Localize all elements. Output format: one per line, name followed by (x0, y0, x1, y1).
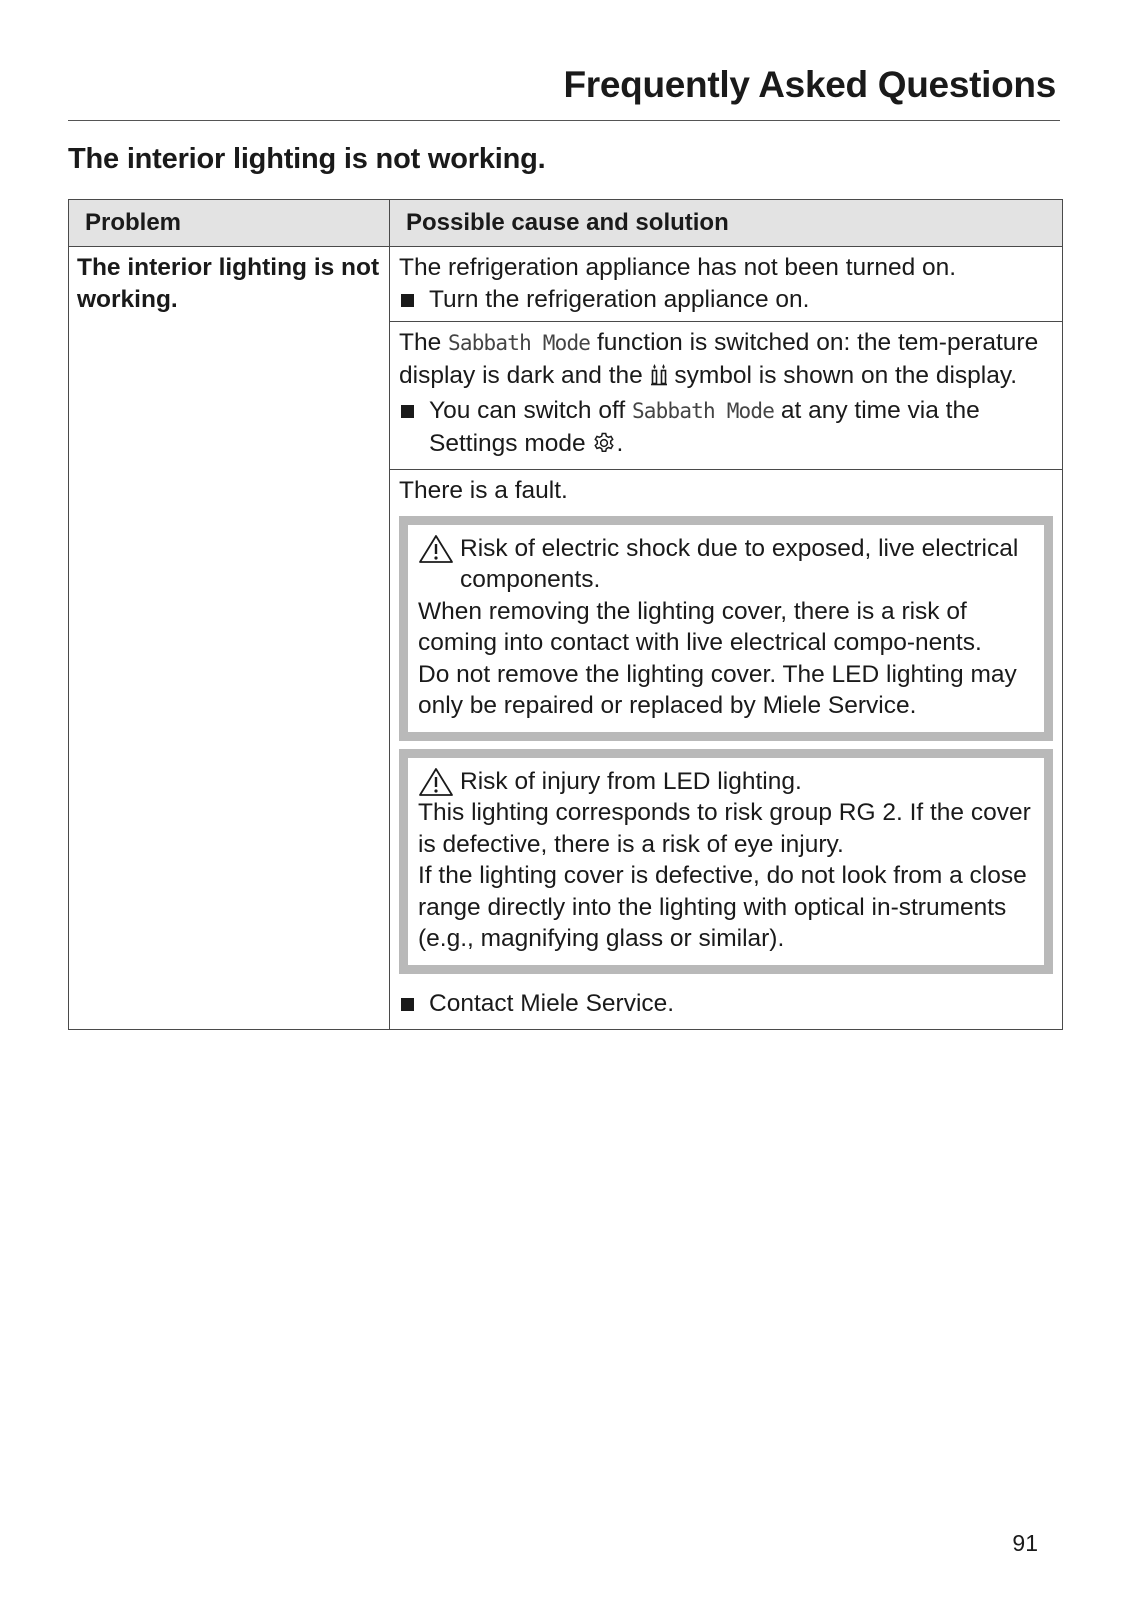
solution-step: You can switch off Sabbath Mode at any time via the Settings mode . (399, 395, 1052, 463)
warning-title: Risk of injury from LED lighting. (418, 766, 1034, 798)
square-bullet-icon (401, 998, 414, 1011)
cause-text: The Sabbath Mode function is switched on: the tem-perature display is dark and the symbol is shown on the display. (399, 327, 1052, 395)
solution-step-text: Turn the refrigeration appliance on. (429, 285, 810, 313)
solution-step (399, 988, 1052, 1020)
page-title: Frequently Asked Questions (563, 64, 1056, 105)
warning-box-led-injury (399, 749, 1053, 974)
cause-text: There is a fault. (399, 477, 568, 504)
cause-text: The refrigeration appliance has not been turned on. (399, 254, 957, 281)
settings-gear-icon (592, 431, 616, 464)
page-number: 91 (1012, 1530, 1038, 1556)
warning-box-electric-shock (399, 516, 1053, 741)
square-bullet-icon (401, 294, 414, 307)
cause-cell-not-turned-on (390, 247, 1063, 322)
sabbath-mode-label: Sabbath Mode (631, 399, 775, 423)
section-title: The interior lighting is not working. (68, 143, 546, 175)
table-header-row (69, 200, 1063, 247)
warning-triangle-icon (418, 766, 460, 797)
column-header-cause: Possible cause and solution (390, 200, 1063, 247)
warning-text: This lighting corresponds to risk group RG 2. If the cover is defective, there is a risk of eye injury. (418, 799, 1031, 858)
sabbath-candles-icon (650, 363, 668, 396)
solution-step-text: Contact Miele Service. (429, 989, 675, 1017)
column-header-problem: Problem (69, 200, 390, 247)
warning-triangle-icon (418, 533, 460, 564)
faq-table (68, 199, 1063, 1030)
page-header (68, 62, 1060, 121)
sabbath-mode-label: Sabbath Mode (448, 331, 591, 355)
warning-text: Do not remove the lighting cover. The LED lighting may only be repaired or replaced by Miele Service. (418, 660, 1017, 719)
warning-title: Risk of electric shock due to exposed, live electrical components. (418, 533, 1034, 596)
cause-cell-sabbath-mode (390, 322, 1063, 470)
table-row (69, 247, 1063, 322)
problem-cell (69, 247, 390, 1030)
cause-cell-fault (390, 470, 1063, 1030)
warning-text: When removing the lighting cover, there is a risk of coming into contact with live electrical compo-nents. (418, 597, 982, 656)
square-bullet-icon (401, 405, 414, 418)
warning-text: If the lighting cover is defective, do not look from a close range directly into the lighting with optical in-struments (e.g., magnifying glass or similar). (418, 862, 1027, 952)
solution-step (399, 284, 1052, 316)
problem-text: The interior lighting is not working. (77, 254, 380, 313)
